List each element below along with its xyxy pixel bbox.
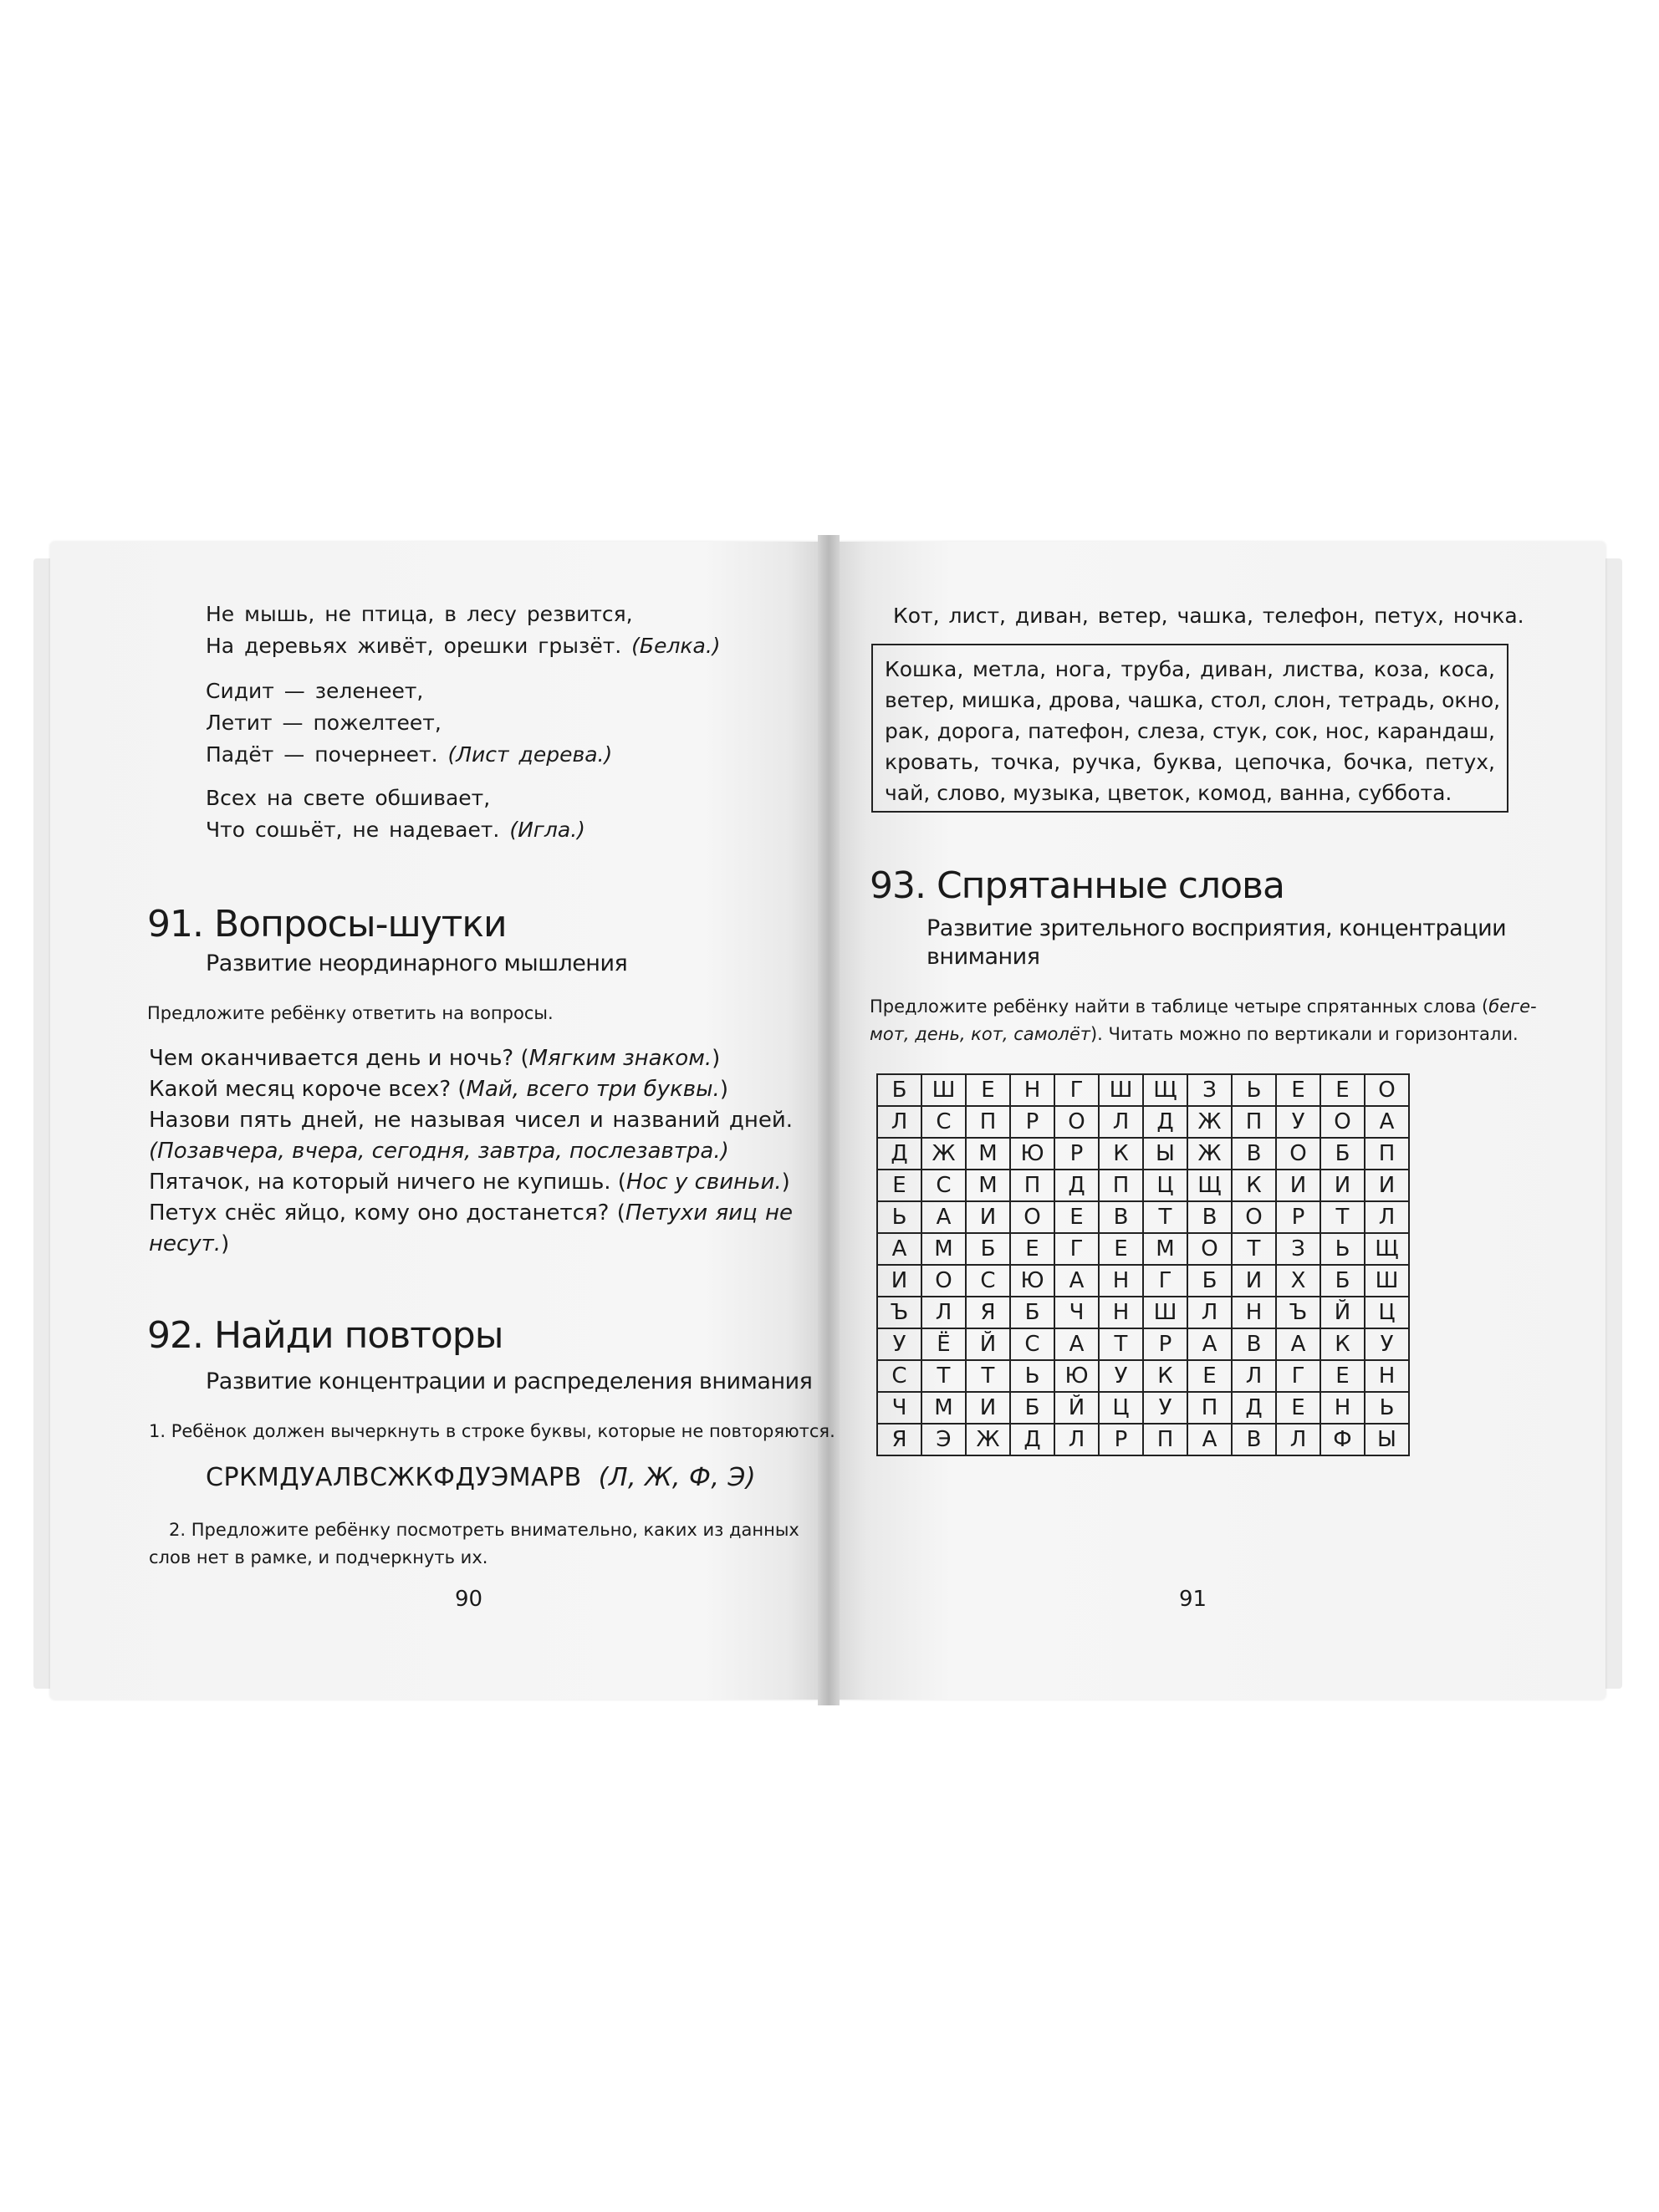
grid-cell: О — [921, 1265, 966, 1297]
grid-cell: Д — [1232, 1392, 1276, 1424]
question-2: Какой месяц короче всех? (Май, всего три буквы.) — [149, 1077, 728, 1102]
grid-cell: Н — [1010, 1074, 1054, 1106]
grid-row — [877, 1106, 1409, 1138]
grid-cell: Е — [1320, 1360, 1365, 1392]
grid-cell: П — [1143, 1424, 1187, 1455]
grid-row — [877, 1201, 1409, 1233]
grid-cell: Е — [1010, 1233, 1054, 1265]
grid-cell: М — [966, 1138, 1010, 1170]
grid-cell: А — [921, 1201, 966, 1233]
grid-cell: Ю — [1010, 1265, 1054, 1297]
grid-cell: О — [1010, 1201, 1054, 1233]
answer-5-cont: несут.) — [149, 1231, 230, 1256]
riddle-2-line-2: Летит — пожелтеет, — [206, 711, 442, 735]
grid-cell: Л — [1054, 1424, 1099, 1455]
grid-row — [877, 1138, 1409, 1170]
grid-cell: Л — [1232, 1360, 1276, 1392]
grid-cell: З — [1187, 1074, 1232, 1106]
grid-row — [877, 1233, 1409, 1265]
grid-cell: Е — [1187, 1360, 1232, 1392]
grid-cell: Л — [1187, 1297, 1232, 1328]
grid-cell: О — [1232, 1201, 1276, 1233]
riddle-2 — [206, 675, 612, 771]
grid-cell: Л — [877, 1106, 921, 1138]
grid-cell: М — [921, 1392, 966, 1424]
grid-cell: Д — [1054, 1170, 1099, 1201]
grid-cell: Е — [1054, 1201, 1099, 1233]
question-1: Чем оканчивается день и ночь? (Мягким знаком.) — [149, 1046, 721, 1071]
section-92-subtitle: Развитие концентрации и распределения внимания — [206, 1368, 813, 1394]
word-box-line-4: кровать, точка, ручка, буква, цепочка, бочка, петух, — [885, 750, 1495, 774]
grid-cell: И — [877, 1265, 921, 1297]
grid-cell: И — [966, 1392, 1010, 1424]
grid-cell: О — [1276, 1138, 1320, 1170]
grid-row — [877, 1328, 1409, 1360]
grid-cell: Г — [1054, 1074, 1099, 1106]
question-4: Пятачок, на который ничего не купишь. (Нос у свиньи.) — [149, 1170, 790, 1195]
grid-cell: Р — [1099, 1424, 1143, 1455]
grid-cell: Д — [1143, 1106, 1187, 1138]
grid-cell: У — [1365, 1328, 1409, 1360]
grid-cell: Ш — [1365, 1265, 1409, 1297]
grid-cell: Й — [1320, 1297, 1365, 1328]
grid-cell: Ш — [1143, 1297, 1187, 1328]
grid-cell: Ч — [1054, 1297, 1099, 1328]
section-93-subtitle: Развитие зрительного восприятия, концентрации внимания — [926, 915, 1507, 970]
grid-cell: Щ — [1187, 1170, 1232, 1201]
grid-cell: Ю — [1010, 1138, 1054, 1170]
riddle-2-line-3: Падёт — почернеет. (Лист дерева.) — [206, 742, 613, 767]
grid-cell: О — [1320, 1106, 1365, 1138]
grid-cell: Р — [1054, 1138, 1099, 1170]
grid-cell: Б — [1010, 1297, 1054, 1328]
section-91-instruction: Предложите ребёнку ответить на вопросы. — [147, 1003, 554, 1023]
grid-cell: Ж — [1187, 1138, 1232, 1170]
grid-cell: У — [1099, 1360, 1143, 1392]
riddle-1-answer: (Белка.) — [631, 634, 721, 658]
grid-cell: И — [1365, 1170, 1409, 1201]
grid-cell: З — [1276, 1233, 1320, 1265]
word-box-line-5: чай, слово, музыка, цветок, комод, ванна, суббота. — [885, 781, 1452, 805]
riddle-2-line-1: Сидит — зеленеет, — [206, 679, 424, 703]
grid-cell: Ж — [921, 1138, 966, 1170]
question-5: Петух снёс яйцо, кому оно достанется? (Петухи яиц не — [149, 1200, 793, 1226]
grid-cell: Д — [877, 1138, 921, 1170]
questions-list — [149, 1043, 793, 1260]
grid-cell: Б — [1010, 1392, 1054, 1424]
answer-1: Мягким знаком. — [528, 1046, 712, 1071]
grid-cell: Ь — [877, 1201, 921, 1233]
grid-cell: Щ — [1365, 1233, 1409, 1265]
grid-cell: О — [1054, 1106, 1099, 1138]
book-spine — [818, 535, 840, 1705]
grid-cell: Г — [1276, 1360, 1320, 1392]
grid-cell: С — [966, 1265, 1010, 1297]
grid-cell: Ь — [1010, 1360, 1054, 1392]
grid-row — [877, 1265, 1409, 1297]
word-box-line-2: ветер, мишка, дрова, чашка, стол, слон, тетрадь, окно, — [885, 688, 1501, 712]
grid-cell: М — [1143, 1233, 1187, 1265]
grid-cell: Н — [1232, 1297, 1276, 1328]
grid-cell: К — [1232, 1170, 1276, 1201]
grid-cell: Т — [1320, 1201, 1365, 1233]
grid-row — [877, 1392, 1409, 1424]
grid-cell: С — [877, 1360, 921, 1392]
letter-grid — [876, 1073, 1410, 1456]
grid-cell: Ь — [1365, 1392, 1409, 1424]
grid-cell: Ц — [1143, 1170, 1187, 1201]
grid-cell: А — [1054, 1328, 1099, 1360]
grid-cell: Л — [1276, 1424, 1320, 1455]
grid-cell: Н — [1099, 1265, 1143, 1297]
answer-3: (Позавчера, вчера, сегодня, завтра, послезавтра.) — [149, 1139, 729, 1164]
grid-cell: Т — [921, 1360, 966, 1392]
grid-cell: Е — [877, 1170, 921, 1201]
grid-cell: П — [1232, 1106, 1276, 1138]
grid-cell: С — [1010, 1328, 1054, 1360]
grid-cell: Ё — [921, 1328, 966, 1360]
grid-cell: И — [1276, 1170, 1320, 1201]
grid-cell: Э — [921, 1424, 966, 1455]
grid-cell: Е — [1276, 1074, 1320, 1106]
grid-cell: Й — [1054, 1392, 1099, 1424]
section-92-item-2: 2. Предложите ребёнку посмотреть внимательно, каких из данных слов нет в рамке, и подчеркнуть их. — [149, 1520, 799, 1567]
grid-cell: П — [1010, 1170, 1054, 1201]
grid-cell: Б — [966, 1233, 1010, 1265]
grid-cell: А — [1187, 1424, 1232, 1455]
grid-cell: Н — [1320, 1392, 1365, 1424]
grid-cell: Е — [1320, 1074, 1365, 1106]
grid-cell: Р — [1010, 1106, 1054, 1138]
grid-cell: У — [1143, 1392, 1187, 1424]
letter-string: СРКМДУАЛВСЖКФДУЭМАРВ (Л, Ж, Ф, Э) — [206, 1463, 757, 1492]
grid-cell: Т — [1099, 1328, 1143, 1360]
grid-cell: Е — [1276, 1392, 1320, 1424]
grid-cell: У — [877, 1328, 921, 1360]
question-3: Назови пять дней, не называя чисел и названий дней. — [149, 1108, 793, 1133]
section-92-item-1: 1. Ребёнок должен вычеркнуть в строке буквы, которые не повторяются. — [149, 1421, 835, 1441]
grid-cell: Р — [1276, 1201, 1320, 1233]
grid-cell: Ц — [1099, 1392, 1143, 1424]
section-91-title: 91. Вопросы-шутки — [147, 903, 507, 945]
grid-cell: Е — [1099, 1233, 1143, 1265]
grid-cell: С — [921, 1170, 966, 1201]
grid-cell: Я — [966, 1297, 1010, 1328]
riddle-2-answer: (Лист дерева.) — [447, 742, 613, 767]
section-91-subtitle: Развитие неординарного мышления — [206, 951, 628, 976]
grid-cell: Ф — [1320, 1424, 1365, 1455]
riddle-3-line-1: Всех на свете обшивает, — [206, 786, 491, 810]
grid-cell: А — [1187, 1328, 1232, 1360]
word-line: Кот, лист, диван, ветер, чашка, телефон, петух, ночка. — [893, 604, 1524, 628]
grid-cell: Ъ — [877, 1297, 921, 1328]
grid-cell: С — [921, 1106, 966, 1138]
riddle-3-answer: (Игла.) — [509, 818, 585, 842]
grid-cell: Р — [1143, 1328, 1187, 1360]
grid-cell: В — [1232, 1424, 1276, 1455]
grid-cell: П — [1365, 1138, 1409, 1170]
grid-cell: Ъ — [1276, 1297, 1320, 1328]
grid-cell: Х — [1276, 1265, 1320, 1297]
riddle-3-line-2: Что сошьёт, не надевает. (Игла.) — [206, 818, 585, 842]
riddle-1-line-2: На деревьях живёт, орешки грызёт. (Белка.) — [206, 634, 721, 658]
grid-row — [877, 1297, 1409, 1328]
section-92-title: 92. Найди повторы — [147, 1314, 503, 1357]
grid-cell: Г — [1143, 1265, 1187, 1297]
grid-row — [877, 1424, 1409, 1455]
section-93-title: 93. Спрятанные слова — [870, 864, 1284, 907]
grid-cell: В — [1099, 1201, 1143, 1233]
grid-cell: В — [1232, 1328, 1276, 1360]
grid-cell: Ж — [966, 1424, 1010, 1455]
grid-cell: Т — [1143, 1201, 1187, 1233]
grid-cell: Ы — [1143, 1138, 1187, 1170]
grid-cell: М — [921, 1233, 966, 1265]
answer-5: Петухи яиц не — [625, 1200, 793, 1226]
grid-cell: О — [1365, 1074, 1409, 1106]
grid-cell: Л — [921, 1297, 966, 1328]
grid-cell: Т — [1232, 1233, 1276, 1265]
grid-cell: Ы — [1365, 1424, 1409, 1455]
word-box-line-1: Кошка, метла, нога, труба, диван, листва, коза, коса, — [885, 657, 1495, 681]
word-box — [871, 644, 1508, 813]
page-number-left: 90 — [455, 1587, 483, 1612]
grid-cell: В — [1187, 1201, 1232, 1233]
grid-cell: К — [1320, 1328, 1365, 1360]
grid-cell: Б — [1187, 1265, 1232, 1297]
grid-cell: Б — [1320, 1138, 1365, 1170]
section-93-instruction: Предложите ребёнку найти в таблице четыре спрятанных слова (бегe- мот, день, кот, самолёт). Читать можно по вертикали и горизонтали. — [870, 996, 1537, 1044]
letter-string-answer: (Л, Ж, Ф, Э) — [598, 1463, 757, 1492]
grid-cell: Т — [966, 1360, 1010, 1392]
grid-cell: В — [1232, 1138, 1276, 1170]
grid-cell: А — [877, 1233, 921, 1265]
grid-cell: П — [1099, 1170, 1143, 1201]
grid-cell: А — [1365, 1106, 1409, 1138]
answer-4: Нос у свиньи. — [625, 1170, 782, 1195]
grid-cell: Я — [877, 1424, 921, 1455]
grid-cell: П — [966, 1106, 1010, 1138]
page-number-right: 91 — [1179, 1587, 1207, 1612]
grid-cell: Е — [966, 1074, 1010, 1106]
grid-cell: А — [1054, 1265, 1099, 1297]
riddle-1 — [206, 599, 721, 662]
grid-cell: Б — [877, 1074, 921, 1106]
grid-cell: Ц — [1365, 1297, 1409, 1328]
grid-row — [877, 1360, 1409, 1392]
grid-cell: И — [1320, 1170, 1365, 1201]
grid-row — [877, 1074, 1409, 1106]
grid-cell: Л — [1099, 1106, 1143, 1138]
grid-cell: Н — [1365, 1360, 1409, 1392]
word-box-line-3: рак, дорога, патефон, слеза, стук, сок, нос, карандаш, — [885, 719, 1495, 743]
grid-cell: У — [1276, 1106, 1320, 1138]
grid-cell: М — [966, 1170, 1010, 1201]
grid-cell: Д — [1010, 1424, 1054, 1455]
grid-cell: И — [1232, 1265, 1276, 1297]
grid-cell: И — [966, 1201, 1010, 1233]
grid-cell: Ш — [1099, 1074, 1143, 1106]
grid-cell: А — [1276, 1328, 1320, 1360]
grid-cell: Н — [1099, 1297, 1143, 1328]
grid-cell: О — [1187, 1233, 1232, 1265]
grid-cell: П — [1187, 1392, 1232, 1424]
riddle-1-line-1: Не мышь, не птица, в лесу резвится, — [206, 602, 633, 626]
grid-cell: Ь — [1232, 1074, 1276, 1106]
grid-cell: К — [1099, 1138, 1143, 1170]
grid-cell: Г — [1054, 1233, 1099, 1265]
riddle-3 — [206, 782, 585, 846]
grid-cell: Й — [966, 1328, 1010, 1360]
grid-cell: Ю — [1054, 1360, 1099, 1392]
grid-cell: Ж — [1187, 1106, 1232, 1138]
grid-cell: Щ — [1143, 1074, 1187, 1106]
grid-row — [877, 1170, 1409, 1201]
grid-cell: Ь — [1320, 1233, 1365, 1265]
grid-cell: Ш — [921, 1074, 966, 1106]
answer-2: Май, всего три буквы. — [466, 1077, 720, 1102]
grid-cell: К — [1143, 1360, 1187, 1392]
grid-cell: Л — [1365, 1201, 1409, 1233]
grid-cell: Ч — [877, 1392, 921, 1424]
grid-cell: Б — [1320, 1265, 1365, 1297]
